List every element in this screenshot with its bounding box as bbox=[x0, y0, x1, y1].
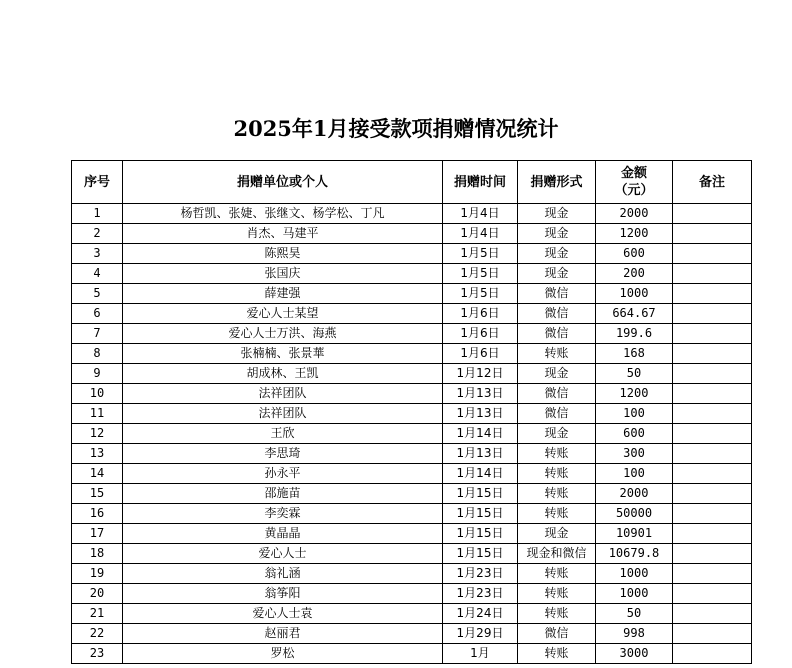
table-row bbox=[72, 324, 752, 344]
table-row bbox=[72, 304, 752, 324]
cell-time: 1月4日 bbox=[443, 224, 518, 244]
cell-donor: 张楠楠、张景華 bbox=[123, 344, 443, 364]
cell-note bbox=[673, 204, 752, 224]
cell-no: 22 bbox=[72, 624, 123, 644]
cell-amount: 2000 bbox=[596, 204, 673, 224]
cell-amount: 10679.8 bbox=[596, 544, 673, 564]
cell-no: 16 bbox=[72, 504, 123, 524]
cell-form: 转账 bbox=[518, 484, 596, 504]
cell-no: 2 bbox=[72, 224, 123, 244]
cell-form: 转账 bbox=[518, 584, 596, 604]
header-no: 序号 bbox=[72, 161, 123, 204]
cell-form: 微信 bbox=[518, 324, 596, 344]
cell-amount: 100 bbox=[596, 404, 673, 424]
cell-donor: 邵施苗 bbox=[123, 484, 443, 504]
cell-note bbox=[673, 304, 752, 324]
cell-no: 18 bbox=[72, 544, 123, 564]
cell-note bbox=[673, 604, 752, 624]
table-row bbox=[72, 624, 752, 644]
header-form: 捐赠形式 bbox=[518, 161, 596, 204]
table-row bbox=[72, 284, 752, 304]
cell-donor: 罗松 bbox=[123, 644, 443, 664]
table-row bbox=[72, 344, 752, 364]
table-row bbox=[72, 504, 752, 524]
cell-donor: 翁筝阳 bbox=[123, 584, 443, 604]
cell-no: 1 bbox=[72, 204, 123, 224]
cell-donor: 爱心人士 bbox=[123, 544, 443, 564]
cell-amount: 1000 bbox=[596, 284, 673, 304]
cell-amount: 998 bbox=[596, 624, 673, 644]
cell-amount: 2000 bbox=[596, 484, 673, 504]
table-row bbox=[72, 264, 752, 284]
cell-time: 1月15日 bbox=[443, 524, 518, 544]
cell-form: 现金 bbox=[518, 524, 596, 544]
cell-no: 13 bbox=[72, 444, 123, 464]
cell-no: 3 bbox=[72, 244, 123, 264]
cell-amount: 50000 bbox=[596, 504, 673, 524]
cell-time: 1月5日 bbox=[443, 264, 518, 284]
cell-time: 1月6日 bbox=[443, 324, 518, 344]
cell-time: 1月4日 bbox=[443, 204, 518, 224]
cell-note bbox=[673, 644, 752, 664]
cell-donor: 王欣 bbox=[123, 424, 443, 444]
header-note: 备注 bbox=[673, 161, 752, 204]
table-row bbox=[72, 604, 752, 624]
cell-note bbox=[673, 524, 752, 544]
table-header-row bbox=[72, 161, 752, 204]
cell-donor: 陈熙昊 bbox=[123, 244, 443, 264]
table-row bbox=[72, 544, 752, 564]
cell-amount: 664.67 bbox=[596, 304, 673, 324]
cell-amount: 199.6 bbox=[596, 324, 673, 344]
table-row bbox=[72, 224, 752, 244]
cell-form: 现金 bbox=[518, 424, 596, 444]
cell-amount: 1000 bbox=[596, 584, 673, 604]
cell-amount: 300 bbox=[596, 444, 673, 464]
cell-time: 1月15日 bbox=[443, 504, 518, 524]
cell-form: 微信 bbox=[518, 404, 596, 424]
cell-time: 1月29日 bbox=[443, 624, 518, 644]
cell-note bbox=[673, 284, 752, 304]
cell-note bbox=[673, 424, 752, 444]
cell-amount: 3000 bbox=[596, 644, 673, 664]
table-row bbox=[72, 464, 752, 484]
cell-time: 1月15日 bbox=[443, 544, 518, 564]
cell-amount: 1200 bbox=[596, 224, 673, 244]
cell-note bbox=[673, 344, 752, 364]
cell-donor: 杨哲凯、张婕、张继文、杨学松、丁凡 bbox=[123, 204, 443, 224]
cell-no: 12 bbox=[72, 424, 123, 444]
cell-no: 17 bbox=[72, 524, 123, 544]
cell-amount: 50 bbox=[596, 604, 673, 624]
cell-donor: 翁礼涵 bbox=[123, 564, 443, 584]
cell-time: 1月5日 bbox=[443, 284, 518, 304]
document-title: 2025年1月接受款项捐赠情况统计 bbox=[233, 116, 559, 141]
cell-amount: 1000 bbox=[596, 564, 673, 584]
cell-note bbox=[673, 504, 752, 524]
table-row bbox=[72, 244, 752, 264]
donation-table bbox=[71, 160, 752, 664]
table-row bbox=[72, 524, 752, 544]
cell-time: 1月13日 bbox=[443, 444, 518, 464]
cell-form: 现金 bbox=[518, 364, 596, 384]
cell-form: 转账 bbox=[518, 504, 596, 524]
table-row bbox=[72, 384, 752, 404]
cell-form: 微信 bbox=[518, 304, 596, 324]
header-time: 捐赠时间 bbox=[443, 161, 518, 204]
cell-no: 20 bbox=[72, 584, 123, 604]
cell-note bbox=[673, 624, 752, 644]
cell-amount: 200 bbox=[596, 264, 673, 284]
cell-amount: 600 bbox=[596, 424, 673, 444]
cell-no: 9 bbox=[72, 364, 123, 384]
cell-no: 7 bbox=[72, 324, 123, 344]
table-row bbox=[72, 404, 752, 424]
cell-time: 1月6日 bbox=[443, 344, 518, 364]
cell-no: 11 bbox=[72, 404, 123, 424]
cell-note bbox=[673, 384, 752, 404]
cell-form: 转账 bbox=[518, 344, 596, 364]
cell-amount: 100 bbox=[596, 464, 673, 484]
cell-no: 15 bbox=[72, 484, 123, 504]
table-row bbox=[72, 484, 752, 504]
cell-amount: 168 bbox=[596, 344, 673, 364]
cell-donor: 张国庆 bbox=[123, 264, 443, 284]
cell-form: 现金 bbox=[518, 224, 596, 244]
cell-time: 1月5日 bbox=[443, 244, 518, 264]
cell-time: 1月13日 bbox=[443, 404, 518, 424]
cell-form: 微信 bbox=[518, 284, 596, 304]
cell-note bbox=[673, 324, 752, 344]
cell-form: 现金 bbox=[518, 264, 596, 284]
cell-no: 4 bbox=[72, 264, 123, 284]
cell-note bbox=[673, 264, 752, 284]
cell-note bbox=[673, 224, 752, 244]
table-row bbox=[72, 564, 752, 584]
cell-donor: 李奕霖 bbox=[123, 504, 443, 524]
cell-form: 现金和微信 bbox=[518, 544, 596, 564]
cell-note bbox=[673, 464, 752, 484]
cell-donor: 肖杰、马建平 bbox=[123, 224, 443, 244]
cell-donor: 赵丽君 bbox=[123, 624, 443, 644]
cell-form: 转账 bbox=[518, 644, 596, 664]
cell-note bbox=[673, 544, 752, 564]
cell-amount: 600 bbox=[596, 244, 673, 264]
cell-form: 微信 bbox=[518, 384, 596, 404]
cell-form: 转账 bbox=[518, 444, 596, 464]
cell-no: 8 bbox=[72, 344, 123, 364]
cell-time: 1月14日 bbox=[443, 424, 518, 444]
cell-form: 现金 bbox=[518, 204, 596, 224]
cell-note bbox=[673, 364, 752, 384]
table-row bbox=[72, 364, 752, 384]
header-donor: 捐赠单位或个人 bbox=[123, 161, 443, 204]
cell-no: 6 bbox=[72, 304, 123, 324]
cell-donor: 法祥团队 bbox=[123, 384, 443, 404]
cell-amount: 1200 bbox=[596, 384, 673, 404]
cell-no: 10 bbox=[72, 384, 123, 404]
table-body bbox=[72, 204, 752, 664]
cell-time: 1月15日 bbox=[443, 484, 518, 504]
cell-note bbox=[673, 564, 752, 584]
cell-time: 1月23日 bbox=[443, 584, 518, 604]
cell-form: 微信 bbox=[518, 624, 596, 644]
cell-note bbox=[673, 584, 752, 604]
cell-no: 23 bbox=[72, 644, 123, 664]
cell-donor: 薛建强 bbox=[123, 284, 443, 304]
header-amount-line2: （元） bbox=[614, 183, 654, 198]
cell-time: 1月12日 bbox=[443, 364, 518, 384]
cell-amount: 10901 bbox=[596, 524, 673, 544]
cell-time: 1月14日 bbox=[443, 464, 518, 484]
cell-note bbox=[673, 484, 752, 504]
cell-no: 19 bbox=[72, 564, 123, 584]
cell-donor: 胡成林、王凯 bbox=[123, 364, 443, 384]
cell-no: 14 bbox=[72, 464, 123, 484]
cell-donor: 爱心人士袁 bbox=[123, 604, 443, 624]
cell-donor: 爱心人士某望 bbox=[123, 304, 443, 324]
header-amount bbox=[596, 161, 673, 204]
cell-form: 转账 bbox=[518, 564, 596, 584]
cell-note bbox=[673, 404, 752, 424]
cell-donor: 爱心人士万洪、海燕 bbox=[123, 324, 443, 344]
cell-form: 转账 bbox=[518, 464, 596, 484]
cell-note bbox=[673, 244, 752, 264]
table-row bbox=[72, 424, 752, 444]
cell-note bbox=[673, 444, 752, 464]
table-row bbox=[72, 204, 752, 224]
cell-time: 1月13日 bbox=[443, 384, 518, 404]
cell-no: 5 bbox=[72, 284, 123, 304]
cell-time: 1月6日 bbox=[443, 304, 518, 324]
cell-no: 21 bbox=[72, 604, 123, 624]
cell-donor: 黄晶晶 bbox=[123, 524, 443, 544]
table-row bbox=[72, 644, 752, 664]
cell-time: 1月24日 bbox=[443, 604, 518, 624]
cell-time: 1月23日 bbox=[443, 564, 518, 584]
cell-form: 现金 bbox=[518, 244, 596, 264]
cell-donor: 法祥团队 bbox=[123, 404, 443, 424]
cell-donor: 李思琦 bbox=[123, 444, 443, 464]
table-row bbox=[72, 444, 752, 464]
header-amount-line1: 金额 bbox=[620, 166, 647, 181]
cell-time: 1月 bbox=[443, 644, 518, 664]
cell-donor: 孙永平 bbox=[123, 464, 443, 484]
table-row bbox=[72, 584, 752, 604]
cell-amount: 50 bbox=[596, 364, 673, 384]
cell-form: 转账 bbox=[518, 604, 596, 624]
